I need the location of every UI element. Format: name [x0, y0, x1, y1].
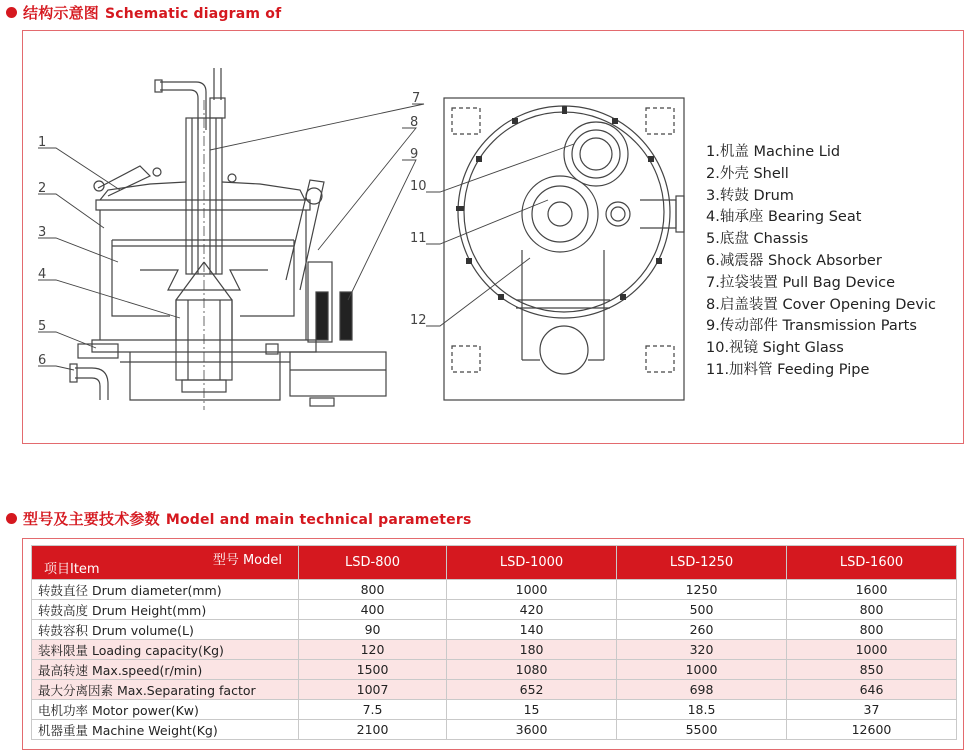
table-row [32, 640, 957, 660]
callout-1: 1 [38, 135, 47, 150]
table-cell: 140 [447, 620, 617, 640]
corner-item-label: 项目Item [44, 562, 100, 577]
model-header: LSD-1600 [787, 546, 957, 580]
table-row [32, 700, 957, 720]
table-cell: 1007 [299, 680, 447, 700]
table-cell: 12600 [787, 720, 957, 740]
table-cell: 1000 [447, 580, 617, 600]
table-cell: 500 [617, 600, 787, 620]
table-cell: 698 [617, 680, 787, 700]
callout-6: 6 [38, 353, 47, 368]
table-cell: 400 [299, 600, 447, 620]
table-row [32, 660, 957, 680]
table-cell: 3600 [447, 720, 617, 740]
row-label: 最大分离因素 Max.Separating factor [32, 680, 299, 700]
machine-lid-drawing [94, 166, 310, 210]
table-row [32, 620, 957, 640]
callout-8: 8 [410, 115, 419, 130]
table-cell: 1080 [447, 660, 617, 680]
parameters-frame [22, 538, 964, 750]
callout-9: 9 [410, 147, 419, 162]
corner-header [32, 546, 299, 580]
table-row [32, 680, 957, 700]
callout-10: 10 [410, 179, 427, 194]
table-cell: 15 [447, 700, 617, 720]
table-cell: 652 [447, 680, 617, 700]
callout-4: 4 [38, 267, 47, 282]
leader-lines-left [38, 104, 424, 370]
transmission-drawing [286, 180, 386, 406]
table-cell: 5500 [617, 720, 787, 740]
row-label: 转鼓直径 Drum diameter(mm) [32, 580, 299, 600]
legend-item-6: 6.减震器 Shock Absorber [706, 252, 882, 269]
table-cell: 800 [299, 580, 447, 600]
legend-item-11: 11.加料管 Feeding Pipe [706, 361, 870, 378]
bullet-icon [6, 513, 17, 524]
row-label: 装料限量 Loading capacity(Kg) [32, 640, 299, 660]
callout-2: 2 [38, 181, 47, 196]
callout-5: 5 [38, 319, 47, 334]
table-cell: 800 [787, 620, 957, 640]
table-cell: 1000 [617, 660, 787, 680]
table-cell: 120 [299, 640, 447, 660]
feeding-pipe-drawing [155, 68, 225, 130]
legend-item-10: 10.视镜 Sight Glass [706, 340, 844, 357]
legend-item-3: 3.转鼓 Drum [706, 187, 794, 204]
table-cell: 1600 [787, 580, 957, 600]
row-label: 机器重量 Machine Weight(Kg) [32, 720, 299, 740]
heading-en: Model and main technical parameters [165, 512, 472, 528]
legend-item-8: 8.启盖装置 Cover Opening Devic [706, 296, 936, 313]
callout-3: 3 [38, 225, 47, 240]
table-cell: 2100 [299, 720, 447, 740]
row-label: 电机功率 Motor power(Kw) [32, 700, 299, 720]
table-cell: 420 [447, 600, 617, 620]
legend-item-1: 1.机盖 Machine Lid [706, 144, 841, 160]
corner-model-label: 型号 Model [212, 553, 282, 568]
shock-absorber-drawing [70, 364, 108, 400]
heading-en: Schematic diagram of [105, 6, 282, 22]
table-cell: 1250 [617, 580, 787, 600]
table-row [32, 600, 957, 620]
row-label: 转鼓高度 Drum Height(mm) [32, 600, 299, 620]
row-label: 最高转速 Max.speed(r/min) [32, 660, 299, 680]
table-cell: 18.5 [617, 700, 787, 720]
table-row [32, 580, 957, 600]
parts-legend [706, 142, 936, 382]
table-cell: 7.5 [299, 700, 447, 720]
parameters-table [31, 545, 957, 740]
legend-item-7: 7.拉袋装置 Pull Bag Device [706, 274, 896, 291]
heading-cn: 结构示意图 [23, 4, 100, 22]
model-header: LSD-800 [299, 546, 447, 580]
callout-11: 11 [410, 231, 427, 246]
table-cell: 260 [617, 620, 787, 640]
callout-12: 12 [410, 313, 427, 328]
model-header: LSD-1000 [447, 546, 617, 580]
table-cell: 1000 [787, 640, 957, 660]
table-cell: 800 [787, 600, 957, 620]
model-header: LSD-1250 [617, 546, 787, 580]
table-cell: 320 [617, 640, 787, 660]
table-cell: 850 [787, 660, 957, 680]
section-heading-parameters [6, 508, 472, 529]
table-header-row [32, 546, 957, 580]
table-cell: 90 [299, 620, 447, 640]
row-label: 转鼓容积 Drum volume(L) [32, 620, 299, 640]
table-cell: 37 [787, 700, 957, 720]
legend-item-9: 9.传动部件 Transmission Parts [706, 318, 917, 335]
legend-item-5: 5.底盘 Chassis [706, 231, 809, 248]
table-cell: 180 [447, 640, 617, 660]
legend-item-2: 2.外壳 Shell [706, 165, 789, 182]
legend-item-4: 4.轴承座 Bearing Seat [706, 209, 862, 226]
callout-7: 7 [412, 91, 421, 106]
top-view-drawing [444, 98, 684, 400]
table-cell: 646 [787, 680, 957, 700]
table-cell: 1500 [299, 660, 447, 680]
heading-cn: 型号及主要技术参数 [23, 510, 160, 528]
table-row [32, 720, 957, 740]
